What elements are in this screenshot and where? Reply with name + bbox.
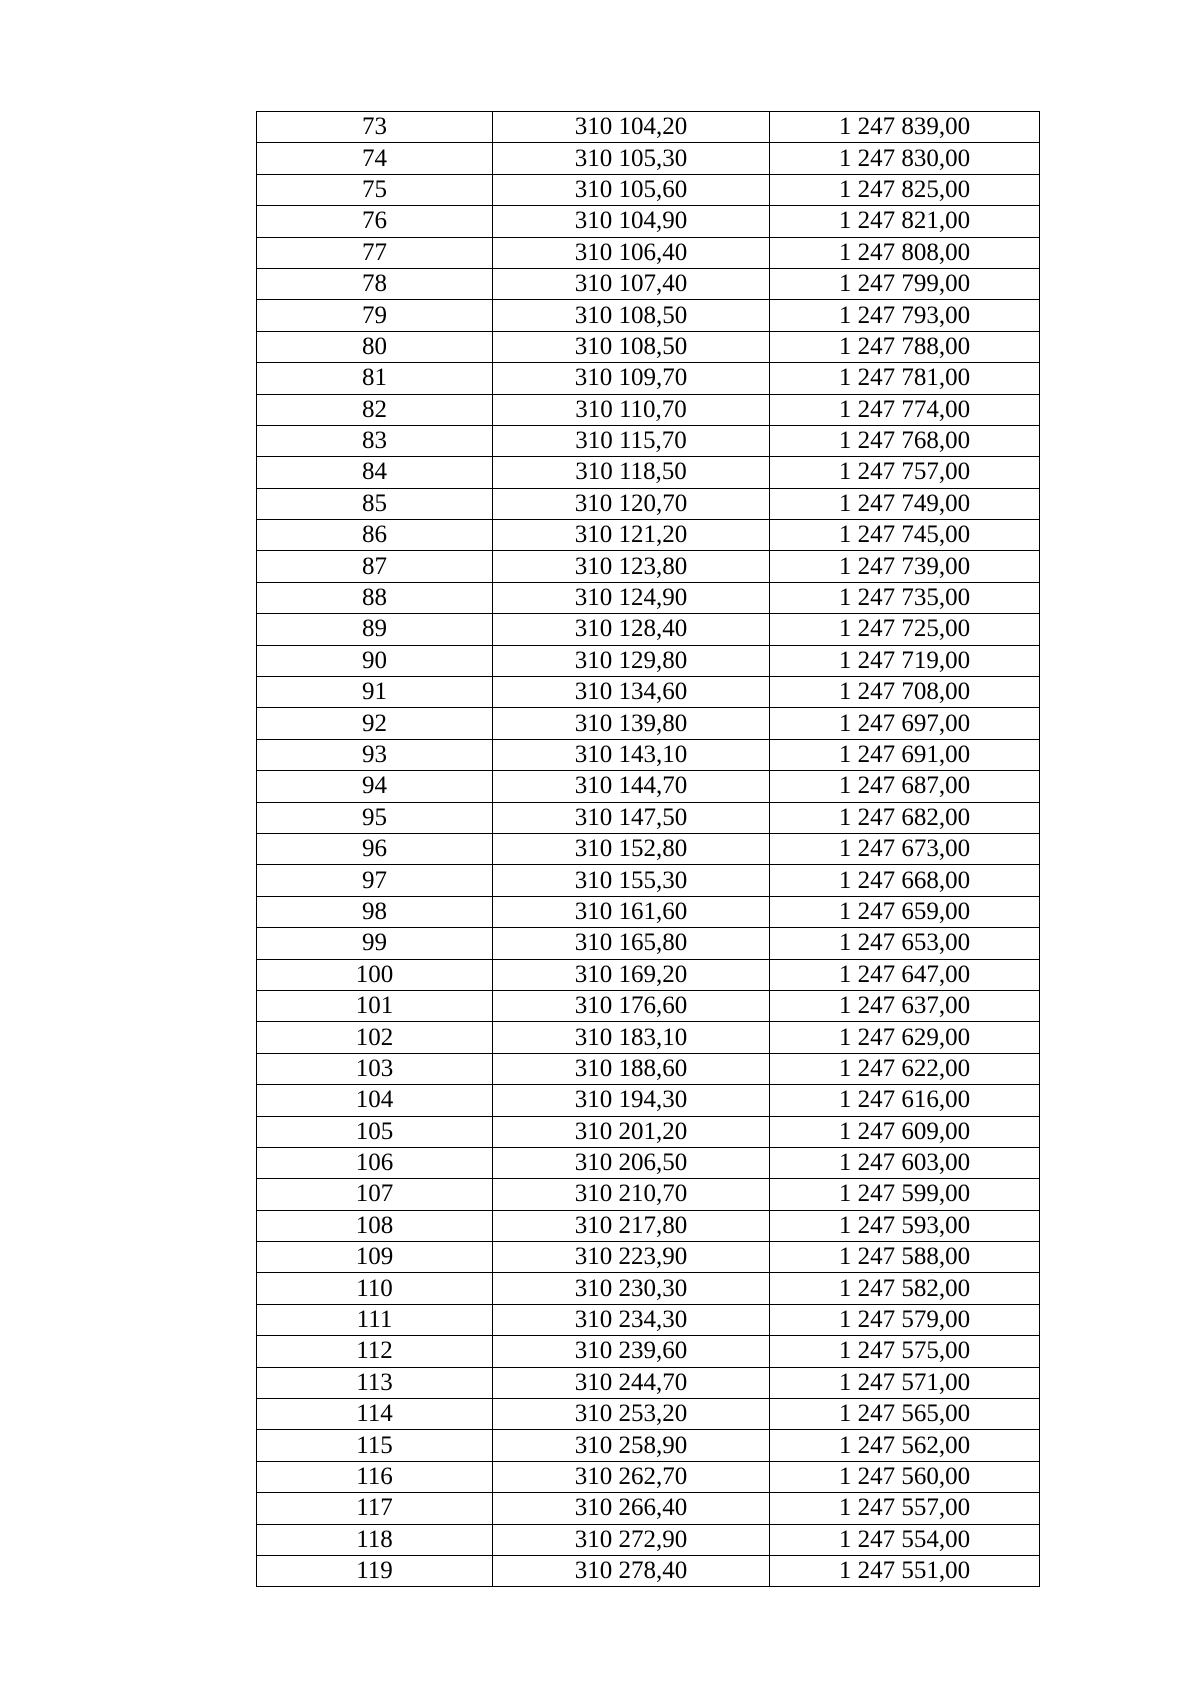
y-coordinate-cell: 1 247 825,00 xyxy=(770,174,1040,205)
y-coordinate-cell: 1 247 599,00 xyxy=(770,1179,1040,1210)
x-coordinate-cell: 310 108,50 xyxy=(493,300,770,331)
table-row xyxy=(257,990,1040,1021)
y-coordinate-cell: 1 247 565,00 xyxy=(770,1399,1040,1430)
table-row xyxy=(257,1210,1040,1241)
table-row xyxy=(257,582,1040,613)
point-number-cell: 117 xyxy=(257,1493,493,1524)
y-coordinate-cell: 1 247 560,00 xyxy=(770,1461,1040,1492)
x-coordinate-cell: 310 176,60 xyxy=(493,990,770,1021)
table-row xyxy=(257,488,1040,519)
table-row xyxy=(257,802,1040,833)
table-row xyxy=(257,143,1040,174)
point-number-cell: 93 xyxy=(257,739,493,770)
y-coordinate-cell: 1 247 653,00 xyxy=(770,928,1040,959)
x-coordinate-cell: 310 152,80 xyxy=(493,833,770,864)
y-coordinate-cell: 1 247 697,00 xyxy=(770,708,1040,739)
x-coordinate-cell: 310 129,80 xyxy=(493,645,770,676)
point-number-cell: 108 xyxy=(257,1210,493,1241)
point-number-cell: 85 xyxy=(257,488,493,519)
point-number-cell: 92 xyxy=(257,708,493,739)
table-row xyxy=(257,1399,1040,1430)
y-coordinate-cell: 1 247 757,00 xyxy=(770,457,1040,488)
y-coordinate-cell: 1 247 579,00 xyxy=(770,1304,1040,1335)
x-coordinate-cell: 310 109,70 xyxy=(493,363,770,394)
table-row xyxy=(257,1367,1040,1398)
x-coordinate-cell: 310 105,30 xyxy=(493,143,770,174)
table-row xyxy=(257,112,1040,143)
y-coordinate-cell: 1 247 557,00 xyxy=(770,1493,1040,1524)
y-coordinate-cell: 1 247 609,00 xyxy=(770,1116,1040,1147)
x-coordinate-cell: 310 169,20 xyxy=(493,959,770,990)
y-coordinate-cell: 1 247 799,00 xyxy=(770,268,1040,299)
x-coordinate-cell: 310 201,20 xyxy=(493,1116,770,1147)
point-number-cell: 118 xyxy=(257,1524,493,1555)
point-number-cell: 76 xyxy=(257,206,493,237)
y-coordinate-cell: 1 247 582,00 xyxy=(770,1273,1040,1304)
y-coordinate-cell: 1 247 768,00 xyxy=(770,425,1040,456)
table-row xyxy=(257,771,1040,802)
point-number-cell: 74 xyxy=(257,143,493,174)
x-coordinate-cell: 310 121,20 xyxy=(493,520,770,551)
y-coordinate-cell: 1 247 668,00 xyxy=(770,865,1040,896)
point-number-cell: 114 xyxy=(257,1399,493,1430)
table-row xyxy=(257,928,1040,959)
point-number-cell: 97 xyxy=(257,865,493,896)
point-number-cell: 99 xyxy=(257,928,493,959)
point-number-cell: 100 xyxy=(257,959,493,990)
table-row xyxy=(257,1524,1040,1555)
point-number-cell: 116 xyxy=(257,1461,493,1492)
x-coordinate-cell: 310 183,10 xyxy=(493,1022,770,1053)
x-coordinate-cell: 310 139,80 xyxy=(493,708,770,739)
table-row xyxy=(257,1430,1040,1461)
x-coordinate-cell: 310 234,30 xyxy=(493,1304,770,1335)
y-coordinate-cell: 1 247 554,00 xyxy=(770,1524,1040,1555)
table-row xyxy=(257,959,1040,990)
table-row xyxy=(257,1336,1040,1367)
x-coordinate-cell: 310 115,70 xyxy=(493,425,770,456)
point-number-cell: 111 xyxy=(257,1304,493,1335)
y-coordinate-cell: 1 247 719,00 xyxy=(770,645,1040,676)
table-row xyxy=(257,551,1040,582)
x-coordinate-cell: 310 124,90 xyxy=(493,582,770,613)
y-coordinate-cell: 1 247 821,00 xyxy=(770,206,1040,237)
x-coordinate-cell: 310 106,40 xyxy=(493,237,770,268)
table-row xyxy=(257,394,1040,425)
point-number-cell: 81 xyxy=(257,363,493,394)
point-number-cell: 78 xyxy=(257,268,493,299)
x-coordinate-cell: 310 194,30 xyxy=(493,1085,770,1116)
y-coordinate-cell: 1 247 745,00 xyxy=(770,520,1040,551)
point-number-cell: 115 xyxy=(257,1430,493,1461)
table-row xyxy=(257,268,1040,299)
table-row xyxy=(257,833,1040,864)
y-coordinate-cell: 1 247 735,00 xyxy=(770,582,1040,613)
point-number-cell: 119 xyxy=(257,1555,493,1586)
x-coordinate-cell: 310 161,60 xyxy=(493,896,770,927)
x-coordinate-cell: 310 258,90 xyxy=(493,1430,770,1461)
point-number-cell: 104 xyxy=(257,1085,493,1116)
point-number-cell: 96 xyxy=(257,833,493,864)
y-coordinate-cell: 1 247 616,00 xyxy=(770,1085,1040,1116)
x-coordinate-cell: 310 278,40 xyxy=(493,1555,770,1586)
point-number-cell: 88 xyxy=(257,582,493,613)
y-coordinate-cell: 1 247 739,00 xyxy=(770,551,1040,582)
coordinates-table xyxy=(256,111,1040,1587)
point-number-cell: 101 xyxy=(257,990,493,1021)
point-number-cell: 103 xyxy=(257,1053,493,1084)
x-coordinate-cell: 310 188,60 xyxy=(493,1053,770,1084)
point-number-cell: 77 xyxy=(257,237,493,268)
x-coordinate-cell: 310 165,80 xyxy=(493,928,770,959)
y-coordinate-cell: 1 247 647,00 xyxy=(770,959,1040,990)
point-number-cell: 86 xyxy=(257,520,493,551)
y-coordinate-cell: 1 247 839,00 xyxy=(770,112,1040,143)
table-row xyxy=(257,174,1040,205)
point-number-cell: 83 xyxy=(257,425,493,456)
point-number-cell: 113 xyxy=(257,1367,493,1398)
point-number-cell: 107 xyxy=(257,1179,493,1210)
table-row xyxy=(257,1179,1040,1210)
y-coordinate-cell: 1 247 808,00 xyxy=(770,237,1040,268)
x-coordinate-cell: 310 107,40 xyxy=(493,268,770,299)
x-coordinate-cell: 310 230,30 xyxy=(493,1273,770,1304)
y-coordinate-cell: 1 247 659,00 xyxy=(770,896,1040,927)
x-coordinate-cell: 310 128,40 xyxy=(493,614,770,645)
point-number-cell: 112 xyxy=(257,1336,493,1367)
y-coordinate-cell: 1 247 682,00 xyxy=(770,802,1040,833)
y-coordinate-cell: 1 247 830,00 xyxy=(770,143,1040,174)
table-row xyxy=(257,614,1040,645)
y-coordinate-cell: 1 247 781,00 xyxy=(770,363,1040,394)
x-coordinate-cell: 310 120,70 xyxy=(493,488,770,519)
y-coordinate-cell: 1 247 551,00 xyxy=(770,1555,1040,1586)
point-number-cell: 94 xyxy=(257,771,493,802)
table-row xyxy=(257,865,1040,896)
x-coordinate-cell: 310 104,20 xyxy=(493,112,770,143)
point-number-cell: 110 xyxy=(257,1273,493,1304)
x-coordinate-cell: 310 244,70 xyxy=(493,1367,770,1398)
table-row xyxy=(257,645,1040,676)
table-row xyxy=(257,1242,1040,1273)
table-row xyxy=(257,206,1040,237)
table-row xyxy=(257,1147,1040,1178)
table-row xyxy=(257,677,1040,708)
y-coordinate-cell: 1 247 749,00 xyxy=(770,488,1040,519)
table-row xyxy=(257,1116,1040,1147)
table-row xyxy=(257,457,1040,488)
x-coordinate-cell: 310 223,90 xyxy=(493,1242,770,1273)
table-row xyxy=(257,739,1040,770)
point-number-cell: 109 xyxy=(257,1242,493,1273)
y-coordinate-cell: 1 247 725,00 xyxy=(770,614,1040,645)
y-coordinate-cell: 1 247 691,00 xyxy=(770,739,1040,770)
y-coordinate-cell: 1 247 562,00 xyxy=(770,1430,1040,1461)
coordinates-table-body xyxy=(257,112,1040,1587)
point-number-cell: 102 xyxy=(257,1022,493,1053)
x-coordinate-cell: 310 110,70 xyxy=(493,394,770,425)
table-row xyxy=(257,331,1040,362)
table-row xyxy=(257,1273,1040,1304)
x-coordinate-cell: 310 206,50 xyxy=(493,1147,770,1178)
x-coordinate-cell: 310 217,80 xyxy=(493,1210,770,1241)
table-row xyxy=(257,896,1040,927)
table-row xyxy=(257,1304,1040,1335)
y-coordinate-cell: 1 247 575,00 xyxy=(770,1336,1040,1367)
point-number-cell: 80 xyxy=(257,331,493,362)
x-coordinate-cell: 310 253,20 xyxy=(493,1399,770,1430)
point-number-cell: 90 xyxy=(257,645,493,676)
point-number-cell: 84 xyxy=(257,457,493,488)
x-coordinate-cell: 310 144,70 xyxy=(493,771,770,802)
table-row xyxy=(257,708,1040,739)
x-coordinate-cell: 310 123,80 xyxy=(493,551,770,582)
x-coordinate-cell: 310 143,10 xyxy=(493,739,770,770)
table-row xyxy=(257,1053,1040,1084)
x-coordinate-cell: 310 210,70 xyxy=(493,1179,770,1210)
y-coordinate-cell: 1 247 622,00 xyxy=(770,1053,1040,1084)
point-number-cell: 79 xyxy=(257,300,493,331)
table-row xyxy=(257,1461,1040,1492)
y-coordinate-cell: 1 247 571,00 xyxy=(770,1367,1040,1398)
x-coordinate-cell: 310 239,60 xyxy=(493,1336,770,1367)
table-row xyxy=(257,363,1040,394)
y-coordinate-cell: 1 247 774,00 xyxy=(770,394,1040,425)
x-coordinate-cell: 310 155,30 xyxy=(493,865,770,896)
y-coordinate-cell: 1 247 588,00 xyxy=(770,1242,1040,1273)
point-number-cell: 89 xyxy=(257,614,493,645)
y-coordinate-cell: 1 247 637,00 xyxy=(770,990,1040,1021)
point-number-cell: 87 xyxy=(257,551,493,582)
table-row xyxy=(257,237,1040,268)
point-number-cell: 105 xyxy=(257,1116,493,1147)
table-row xyxy=(257,1022,1040,1053)
table-row xyxy=(257,1085,1040,1116)
y-coordinate-cell: 1 247 687,00 xyxy=(770,771,1040,802)
x-coordinate-cell: 310 147,50 xyxy=(493,802,770,833)
table-row xyxy=(257,425,1040,456)
point-number-cell: 75 xyxy=(257,174,493,205)
y-coordinate-cell: 1 247 629,00 xyxy=(770,1022,1040,1053)
point-number-cell: 73 xyxy=(257,112,493,143)
point-number-cell: 91 xyxy=(257,677,493,708)
table-row xyxy=(257,300,1040,331)
x-coordinate-cell: 310 134,60 xyxy=(493,677,770,708)
x-coordinate-cell: 310 104,90 xyxy=(493,206,770,237)
y-coordinate-cell: 1 247 603,00 xyxy=(770,1147,1040,1178)
table-row xyxy=(257,1555,1040,1586)
x-coordinate-cell: 310 118,50 xyxy=(493,457,770,488)
point-number-cell: 82 xyxy=(257,394,493,425)
point-number-cell: 98 xyxy=(257,896,493,927)
x-coordinate-cell: 310 266,40 xyxy=(493,1493,770,1524)
y-coordinate-cell: 1 247 788,00 xyxy=(770,331,1040,362)
y-coordinate-cell: 1 247 593,00 xyxy=(770,1210,1040,1241)
x-coordinate-cell: 310 262,70 xyxy=(493,1461,770,1492)
table-row xyxy=(257,1493,1040,1524)
x-coordinate-cell: 310 108,50 xyxy=(493,331,770,362)
point-number-cell: 95 xyxy=(257,802,493,833)
y-coordinate-cell: 1 247 708,00 xyxy=(770,677,1040,708)
x-coordinate-cell: 310 105,60 xyxy=(493,174,770,205)
y-coordinate-cell: 1 247 793,00 xyxy=(770,300,1040,331)
x-coordinate-cell: 310 272,90 xyxy=(493,1524,770,1555)
point-number-cell: 106 xyxy=(257,1147,493,1178)
y-coordinate-cell: 1 247 673,00 xyxy=(770,833,1040,864)
table-row xyxy=(257,520,1040,551)
